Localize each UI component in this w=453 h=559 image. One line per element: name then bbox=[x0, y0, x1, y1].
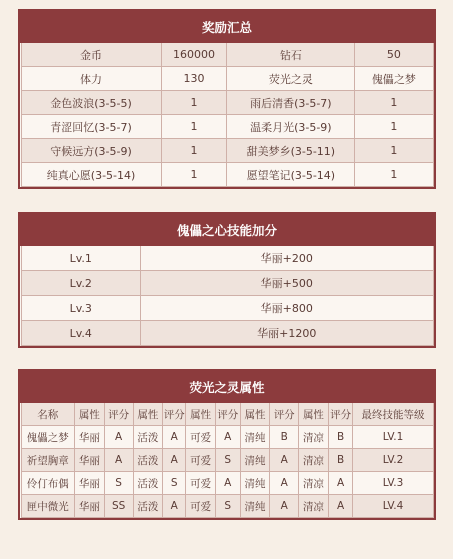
table-row bbox=[21, 91, 433, 115]
cell: 守候远方(3-5-9) bbox=[21, 139, 161, 163]
cell: 活泼 bbox=[133, 449, 163, 472]
column-header: 评分 bbox=[104, 402, 133, 426]
column-header: 评分 bbox=[328, 402, 353, 426]
table-row bbox=[21, 139, 433, 163]
cell: S bbox=[163, 472, 186, 495]
table-row bbox=[21, 245, 433, 271]
cell: 50 bbox=[355, 42, 433, 67]
cell: 清纯 bbox=[240, 472, 270, 495]
cell: 1 bbox=[355, 163, 433, 187]
cell: 华丽+200 bbox=[140, 245, 433, 271]
cell: Lv.1 bbox=[21, 245, 140, 271]
cell: B bbox=[328, 426, 353, 449]
cell: 1 bbox=[161, 91, 227, 115]
cell: 温柔月光(3-5-9) bbox=[227, 115, 355, 139]
table-row bbox=[21, 426, 433, 449]
cell: 钻石 bbox=[227, 42, 355, 67]
column-header: 属性 bbox=[299, 402, 329, 426]
table-row bbox=[21, 449, 433, 472]
cell: 伶仃布偶 bbox=[21, 472, 75, 495]
cell: 1 bbox=[355, 115, 433, 139]
table-row bbox=[21, 163, 433, 187]
cell: 清纯 bbox=[240, 426, 270, 449]
cell: 纯真心愿(3-5-14) bbox=[21, 163, 161, 187]
cell: B bbox=[270, 426, 299, 449]
cell: 清凉 bbox=[299, 495, 329, 518]
cell: 甜美梦乡(3-5-11) bbox=[227, 139, 355, 163]
cell: S bbox=[215, 495, 240, 518]
cell: 可爱 bbox=[186, 472, 216, 495]
cell: 青涩回忆(3-5-7) bbox=[21, 115, 161, 139]
cell: A bbox=[104, 426, 133, 449]
table-header-row bbox=[21, 402, 433, 426]
column-header: 名称 bbox=[21, 402, 75, 426]
cell: SS bbox=[104, 495, 133, 518]
cell: 清纯 bbox=[240, 495, 270, 518]
cell: 华丽 bbox=[75, 495, 105, 518]
cell: 体力 bbox=[21, 67, 161, 91]
cell: 1 bbox=[161, 115, 227, 139]
cell: 祈望胸章 bbox=[21, 449, 75, 472]
column-header: 属性 bbox=[240, 402, 270, 426]
cell: 华丽 bbox=[75, 472, 105, 495]
table-row bbox=[21, 67, 433, 91]
rewards-table bbox=[18, 9, 436, 189]
column-header: 属性 bbox=[75, 402, 105, 426]
cell: Lv.4 bbox=[21, 321, 140, 346]
table-row bbox=[21, 321, 433, 346]
cell: A bbox=[104, 449, 133, 472]
cell: 清凉 bbox=[299, 426, 329, 449]
cell: A bbox=[215, 472, 240, 495]
cell: 华丽+1200 bbox=[140, 321, 433, 346]
cell: 可爱 bbox=[186, 495, 216, 518]
cell: 1 bbox=[355, 91, 433, 115]
table-row bbox=[21, 296, 433, 321]
cell: 活泼 bbox=[133, 472, 163, 495]
cell: 可爱 bbox=[186, 449, 216, 472]
table-row bbox=[21, 42, 433, 67]
cell: LV.1 bbox=[353, 426, 433, 449]
column-header: 属性 bbox=[133, 402, 163, 426]
cell: LV.4 bbox=[353, 495, 433, 518]
cell: A bbox=[163, 449, 186, 472]
column-header: 属性 bbox=[186, 402, 216, 426]
cell: 1 bbox=[161, 163, 227, 187]
cell: 雨后清香(3-5-7) bbox=[227, 91, 355, 115]
cell: 130 bbox=[161, 67, 227, 91]
cell: A bbox=[270, 495, 299, 518]
cell: 匣中微光 bbox=[21, 495, 75, 518]
cell: 清凉 bbox=[299, 472, 329, 495]
cell: 傀儡之梦 bbox=[355, 67, 433, 91]
cell: Lv.2 bbox=[21, 271, 140, 296]
table-row bbox=[21, 495, 433, 518]
column-header: 评分 bbox=[215, 402, 240, 426]
spirit-attrs-title: 荧光之灵属性 bbox=[21, 372, 433, 402]
cell: A bbox=[328, 472, 353, 495]
cell: 清纯 bbox=[240, 449, 270, 472]
cell: S bbox=[104, 472, 133, 495]
table-row bbox=[21, 271, 433, 296]
cell: S bbox=[215, 449, 240, 472]
cell: LV.2 bbox=[353, 449, 433, 472]
cell: 愿望笔记(3-5-14) bbox=[227, 163, 355, 187]
cell: 华丽 bbox=[75, 426, 105, 449]
table-row bbox=[21, 472, 433, 495]
cell: A bbox=[270, 472, 299, 495]
cell: LV.3 bbox=[353, 472, 433, 495]
cell: 华丽 bbox=[75, 449, 105, 472]
cell: 活泼 bbox=[133, 495, 163, 518]
table-row bbox=[21, 115, 433, 139]
cell: 金币 bbox=[21, 42, 161, 67]
cell: 可爱 bbox=[186, 426, 216, 449]
cell: Lv.3 bbox=[21, 296, 140, 321]
cell: 华丽+800 bbox=[140, 296, 433, 321]
cell: A bbox=[328, 495, 353, 518]
cell: 1 bbox=[161, 139, 227, 163]
cell: B bbox=[328, 449, 353, 472]
cell: 活泼 bbox=[133, 426, 163, 449]
cell: 荧光之灵 bbox=[227, 67, 355, 91]
cell: 清凉 bbox=[299, 449, 329, 472]
column-header: 评分 bbox=[163, 402, 186, 426]
cell: 金色波浪(3-5-5) bbox=[21, 91, 161, 115]
skill-bonus-title: 傀儡之心技能加分 bbox=[21, 215, 433, 245]
cell: 160000 bbox=[161, 42, 227, 67]
cell: 华丽+500 bbox=[140, 271, 433, 296]
cell: 傀儡之梦 bbox=[21, 426, 75, 449]
cell: A bbox=[270, 449, 299, 472]
rewards-title: 奖励汇总 bbox=[21, 12, 433, 42]
skill-bonus-table bbox=[18, 212, 436, 348]
spirit-attrs-table bbox=[18, 369, 436, 520]
column-header: 最终技能等级 bbox=[353, 402, 433, 426]
cell: A bbox=[215, 426, 240, 449]
cell: 1 bbox=[355, 139, 433, 163]
column-header: 评分 bbox=[270, 402, 299, 426]
cell: A bbox=[163, 495, 186, 518]
cell: A bbox=[163, 426, 186, 449]
